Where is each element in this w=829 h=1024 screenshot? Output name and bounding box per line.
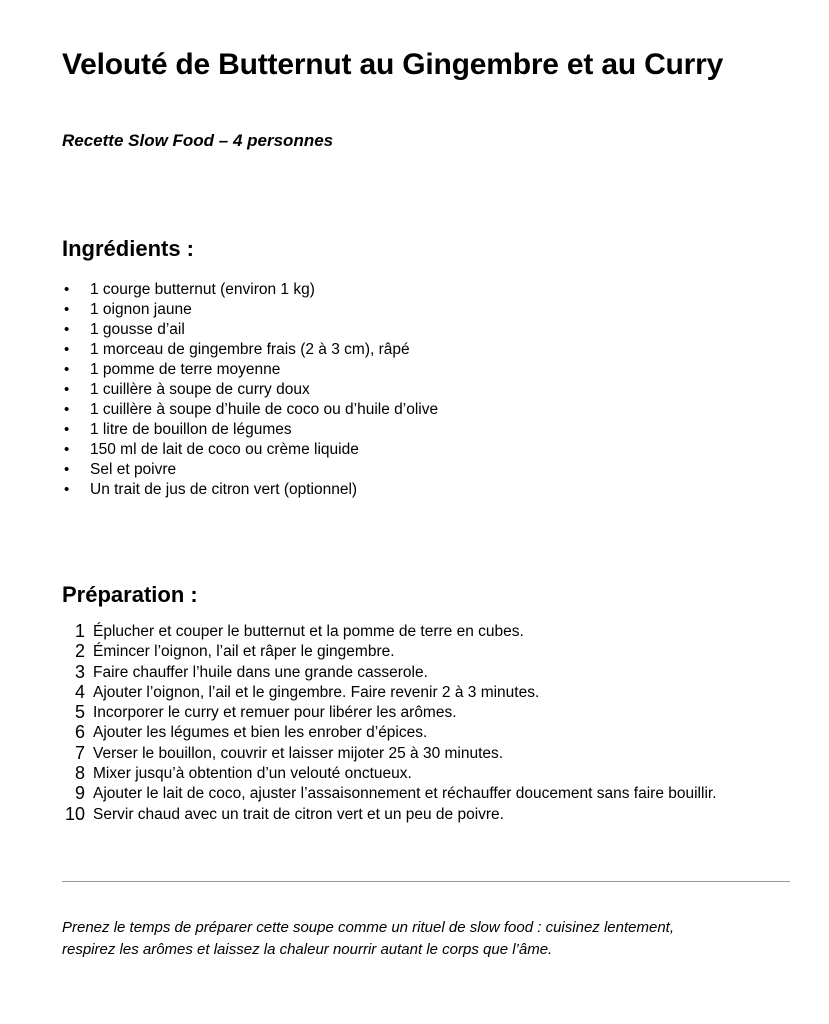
horizontal-rule (62, 881, 790, 882)
step-number: 3 (74, 661, 85, 682)
list-item (62, 400, 762, 420)
footer-note (62, 917, 762, 961)
step-item (62, 744, 802, 764)
step-number: 7 (74, 742, 85, 763)
step-item (62, 703, 802, 723)
step-number: 6 (74, 722, 85, 743)
step-item (62, 663, 802, 683)
step-item (62, 805, 802, 825)
step-item (62, 683, 802, 703)
step-text: Incorporer le curry et remuer pour libérer les arômes. (93, 704, 457, 722)
step-number: 10 (64, 803, 85, 824)
bullet-icon: • (64, 381, 70, 398)
ingredient-text: 1 cuillère à soupe de curry doux (90, 381, 310, 398)
footer-note-line-2: respirez les arômes et laissez la chaleur nourrir autant le corps que l’âme. (62, 941, 553, 958)
step-text: Ajouter l’oignon, l’ail et le gingembre. Faire revenir 2 à 3 minutes. (93, 683, 540, 701)
list-item (62, 360, 762, 380)
preparation-heading: Préparation : (62, 582, 198, 608)
list-item (62, 380, 762, 400)
step-item (62, 622, 802, 642)
bullet-icon: • (64, 281, 70, 298)
list-item (62, 320, 762, 340)
bullet-icon: • (64, 321, 70, 338)
step-item (62, 784, 802, 804)
step-text: Émincer l’oignon, l’ail et râper le gingembre. (93, 643, 395, 661)
ingredient-text: Sel et poivre (90, 461, 177, 478)
list-item (62, 420, 762, 440)
ingredient-text: 1 morceau de gingembre frais (2 à 3 cm), râpé (90, 341, 410, 358)
page-title: Velouté de Butternut au Gingembre et au Curry (62, 48, 724, 82)
step-text: Faire chauffer l’huile dans une grande casserole. (93, 663, 428, 681)
ingredient-text: 1 pomme de terre moyenne (90, 361, 281, 378)
step-text: Servir chaud avec un trait de citron vert et un peu de poivre. (93, 805, 504, 823)
list-item (62, 300, 762, 320)
step-number: 5 (74, 702, 85, 723)
ingredient-text: 1 litre de bouillon de légumes (90, 421, 292, 438)
step-item (62, 723, 802, 743)
step-text: Mixer jusqu’à obtention d’un velouté onctueux. (93, 765, 412, 783)
bullet-icon: • (64, 441, 70, 458)
step-number: 2 (74, 641, 85, 662)
bullet-icon: • (64, 301, 70, 318)
bullet-icon: • (64, 361, 70, 378)
ingredient-text: 1 gousse d’ail (90, 321, 185, 338)
list-item (62, 280, 762, 300)
step-number: 1 (74, 621, 85, 641)
ingredient-text: 1 cuillère à soupe d’huile de coco ou d’huile d’olive (90, 401, 439, 418)
list-item (62, 480, 762, 500)
step-item (62, 642, 802, 662)
document-subtitle: Recette Slow Food – 4 personnes (62, 131, 334, 150)
ingredients-list (62, 280, 762, 500)
ingredient-text: 1 oignon jaune (90, 301, 192, 318)
list-item (62, 340, 762, 360)
list-item (62, 440, 762, 460)
step-text: Éplucher et couper le butternut et la pomme de terre en cubes. (93, 623, 524, 640)
ingredients-heading: Ingrédients : (62, 236, 195, 262)
ingredient-text: 1 courge butternut (environ 1 kg) (90, 281, 315, 298)
ingredient-text: Un trait de jus de citron vert (optionnel) (90, 481, 358, 498)
footer-note-line-1: Prenez le temps de préparer cette soupe comme un rituel de slow food : cuisinez lentement, (62, 919, 674, 936)
step-number: 8 (74, 763, 85, 784)
list-item (62, 460, 762, 480)
step-number: 9 (74, 783, 85, 804)
bullet-icon: • (64, 461, 70, 478)
preparation-steps-list (62, 622, 802, 825)
ingredient-text: 150 ml de lait de coco ou crème liquide (90, 441, 359, 458)
step-text: Ajouter le lait de coco, ajuster l’assaisonnement et réchauffer doucement sans faire bouillir. (93, 785, 717, 803)
bullet-icon: • (64, 401, 70, 418)
step-text: Ajouter les légumes et bien les enrober d’épices. (93, 724, 428, 742)
bullet-icon: • (64, 481, 70, 498)
bullet-icon: • (64, 421, 70, 438)
step-item (62, 764, 802, 784)
step-number: 4 (74, 681, 85, 702)
step-text: Verser le bouillon, couvrir et laisser mijoter 25 à 30 minutes. (93, 744, 504, 762)
bullet-icon: • (64, 341, 70, 358)
